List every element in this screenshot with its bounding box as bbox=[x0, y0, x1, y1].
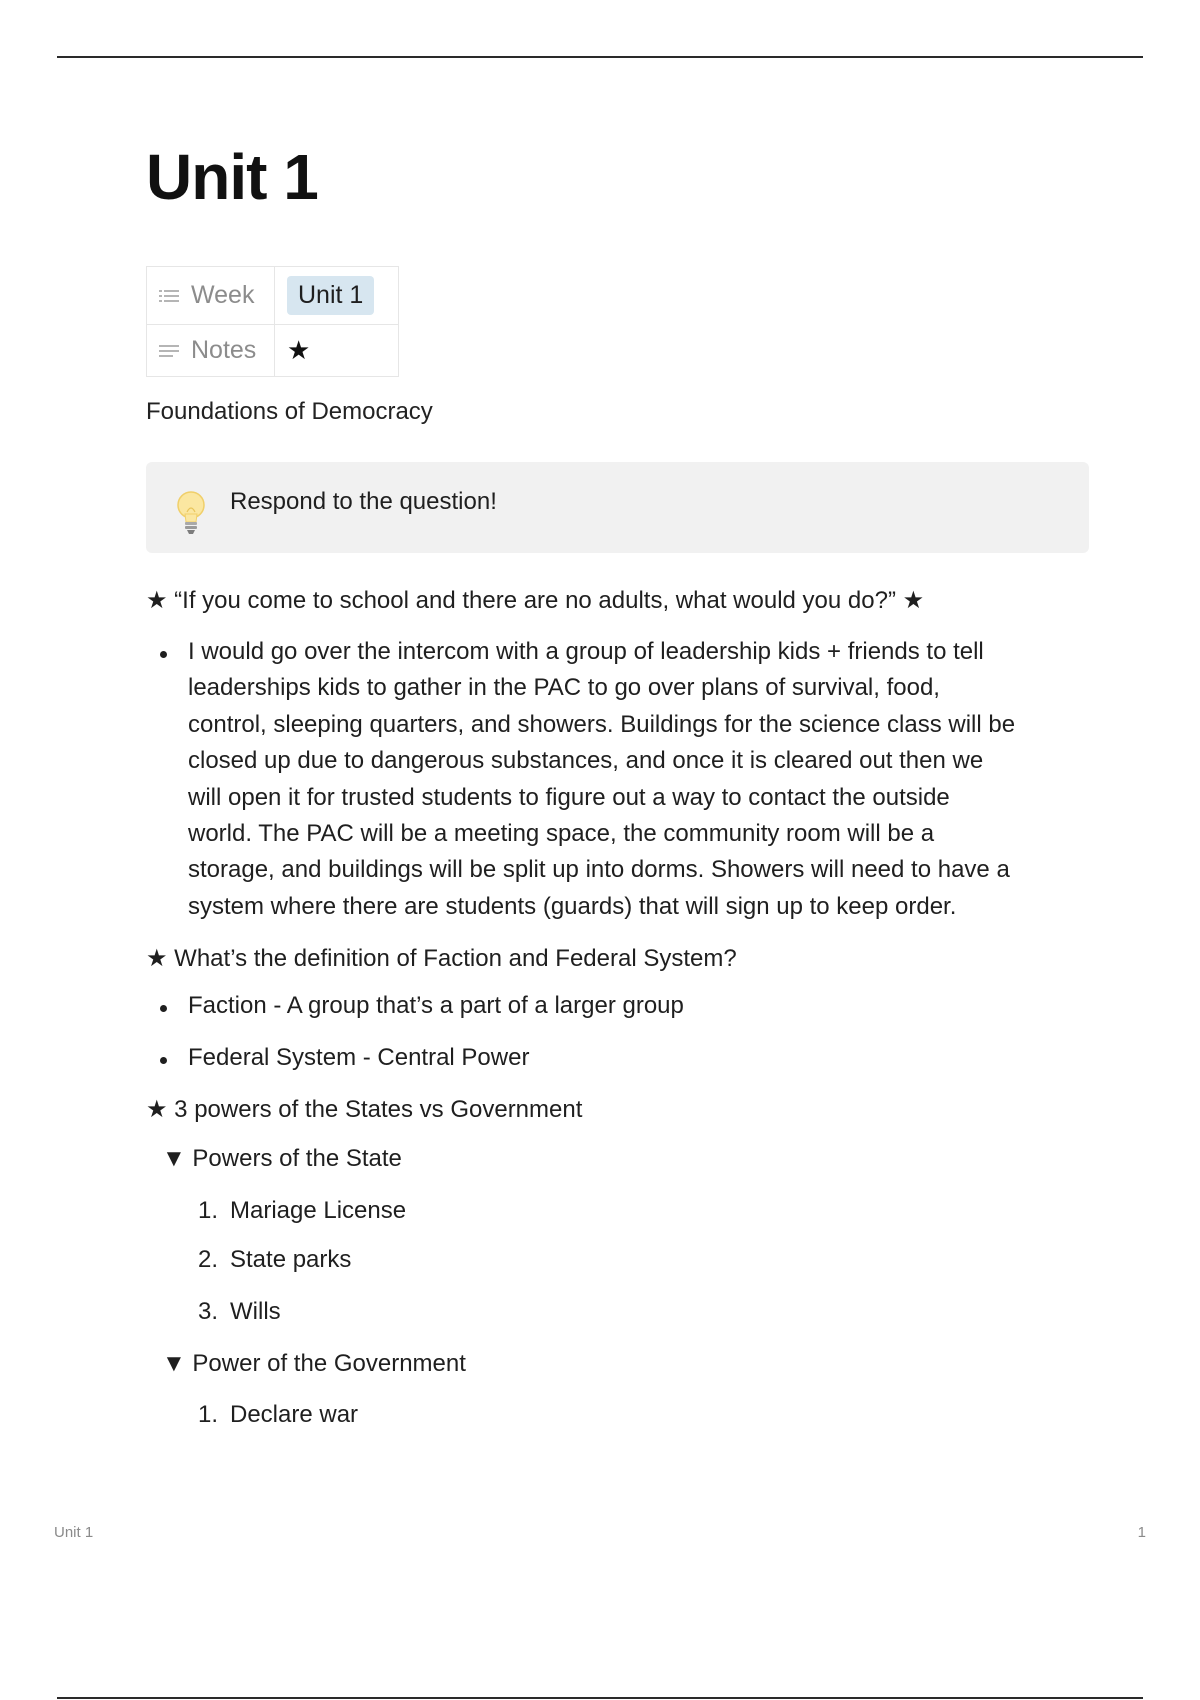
item-number: 1. bbox=[198, 1197, 219, 1224]
numbered-item bbox=[198, 1298, 281, 1326]
bullet-marker bbox=[160, 651, 167, 658]
callout-text: Respond to the question! bbox=[230, 488, 497, 515]
list-item: Federal System - Central Power bbox=[188, 1044, 530, 1071]
item-text: Wills bbox=[230, 1298, 281, 1325]
answer-line: system where there are students (guards) that will sign up to keep order. bbox=[188, 892, 957, 920]
item-text: State parks bbox=[230, 1246, 352, 1273]
bottom-divider bbox=[57, 1697, 1143, 1699]
property-row-week bbox=[147, 267, 399, 325]
answer-line: will open it for trusted students to figure out a way to contact the outside bbox=[188, 783, 950, 811]
page-title: Unit 1 bbox=[146, 141, 318, 213]
notes-star-value: ★ bbox=[287, 335, 311, 365]
answer-line: world. The PAC will be a meeting space, the community room will be a bbox=[188, 820, 935, 848]
question-heading: ★ 3 powers of the States vs Government bbox=[146, 1096, 583, 1123]
bullet-marker bbox=[160, 1057, 167, 1064]
property-value-notes[interactable] bbox=[275, 325, 399, 377]
footer-title: Unit 1 bbox=[54, 1524, 94, 1541]
lightbulb-icon bbox=[174, 490, 208, 536]
property-key-label: Notes bbox=[191, 336, 257, 364]
properties-table bbox=[146, 266, 399, 377]
item-text: Declare war bbox=[230, 1401, 359, 1428]
property-key-notes bbox=[147, 325, 275, 377]
answer-line: I would go over the intercom with a group of leadership kids + friends to tell bbox=[188, 638, 984, 665]
answer-line: storage, and buildings will be split up into dorms. Showers will need to have a bbox=[188, 856, 1010, 884]
callout-box bbox=[146, 462, 1089, 553]
answer-paragraph bbox=[188, 634, 1088, 925]
bullet-marker bbox=[160, 1005, 167, 1012]
property-key-label: Week bbox=[191, 281, 255, 309]
item-number: 1. bbox=[198, 1401, 219, 1428]
numbered-item bbox=[198, 1401, 358, 1429]
numbered-item bbox=[198, 1197, 406, 1225]
list-item: Faction - A group that’s a part of a larger group bbox=[188, 992, 684, 1019]
numbered-item bbox=[198, 1246, 351, 1274]
week-tag[interactable]: Unit 1 bbox=[287, 276, 374, 315]
item-number: 2. bbox=[198, 1246, 219, 1273]
subtitle-text: Foundations of Democracy bbox=[146, 398, 433, 425]
answer-line: leaderships kids to gather in the PAC to go over plans of survival, food, bbox=[188, 674, 940, 702]
property-value-week[interactable] bbox=[275, 267, 399, 325]
list-icon bbox=[159, 289, 179, 303]
page-number: 1 bbox=[1137, 1524, 1146, 1541]
question-heading: ★ What’s the definition of Faction and Federal System? bbox=[146, 945, 737, 972]
question-heading: ★ “If you come to school and there are no adults, what would you do?” ★ bbox=[146, 587, 925, 614]
answer-line: closed up due to dangerous substances, and once it is cleared out then we bbox=[188, 747, 984, 775]
answer-line: control, sleeping quarters, and showers. Buildings for the science class will be bbox=[188, 710, 1016, 738]
toggle-power-of-government[interactable]: ▼ Power of the Government bbox=[162, 1350, 466, 1377]
top-divider bbox=[57, 56, 1143, 58]
item-number: 3. bbox=[198, 1298, 219, 1325]
toggle-powers-of-state[interactable]: ▼ Powers of the State bbox=[162, 1145, 402, 1172]
text-lines-icon bbox=[159, 344, 179, 358]
property-row-notes bbox=[147, 325, 399, 377]
item-text: Mariage License bbox=[230, 1197, 407, 1224]
property-key-week bbox=[147, 267, 275, 325]
